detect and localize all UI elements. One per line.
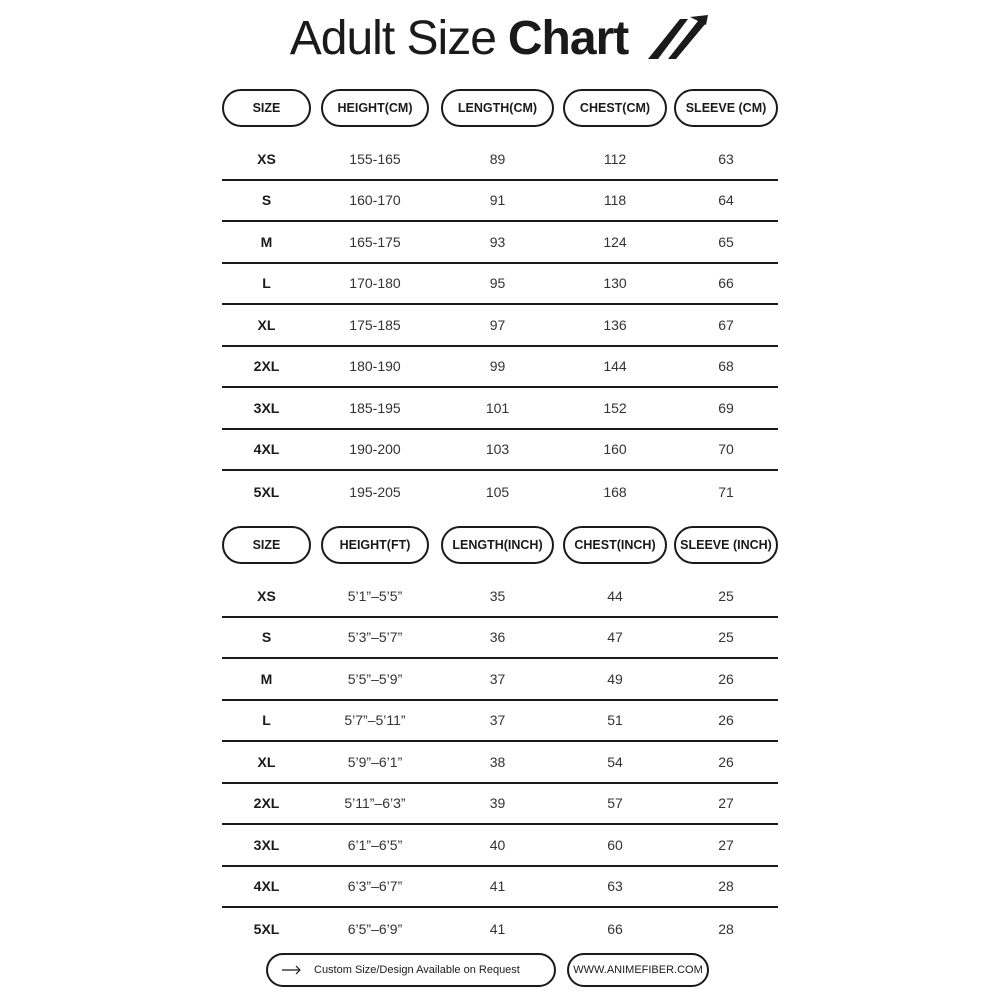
footer: [266, 953, 709, 987]
header-cell: [439, 526, 556, 564]
value-cell: 124: [603, 233, 627, 250]
value-cell: 5’3”–5’7”: [347, 629, 403, 646]
value-cell: 93: [489, 233, 506, 250]
value-cell: 5’5”–5’9”: [347, 670, 403, 687]
brand-slash-logo-icon: [646, 13, 710, 63]
column-header: SIZE: [222, 89, 311, 127]
value-cell: 67: [718, 316, 734, 333]
table-row: [222, 825, 778, 867]
header-cell: [222, 526, 311, 564]
value-cell: 39: [489, 795, 506, 812]
value-cell: 103: [485, 441, 510, 458]
table-row: [222, 742, 778, 784]
table-row: [222, 347, 778, 389]
value-cell: 25: [718, 629, 734, 646]
table-row: [222, 264, 778, 306]
value-cell: 64: [718, 192, 734, 209]
value-cell: 36: [489, 629, 506, 646]
value-cell: 27: [718, 836, 734, 853]
custom-request-badge: [266, 953, 556, 987]
title-text: [290, 11, 628, 66]
size-cell: XL: [257, 753, 276, 770]
value-cell: 57: [607, 795, 623, 812]
size-table-inch: [222, 526, 778, 950]
value-cell: 118: [603, 192, 627, 209]
column-header: SLEEVE (CM): [674, 89, 778, 127]
value-cell: 37: [489, 712, 506, 729]
table-row: [222, 305, 778, 347]
value-cell: 136: [603, 316, 627, 333]
value-cell: 155-165: [349, 150, 401, 167]
value-cell: 6’3”–6’7”: [347, 878, 403, 895]
value-cell: 71: [718, 483, 734, 500]
size-cell: M: [260, 233, 273, 250]
value-cell: 41: [489, 920, 506, 937]
size-cell: 3XL: [253, 399, 280, 416]
value-cell: 70: [718, 441, 734, 458]
size-cell: 2XL: [253, 795, 280, 812]
value-cell: 44: [607, 587, 623, 604]
title-light: Adult Size: [289, 11, 496, 65]
value-cell: 40: [489, 836, 506, 853]
value-cell: 101: [485, 399, 510, 416]
header-cell: [439, 89, 556, 127]
size-cell: XS: [257, 150, 276, 167]
chart-title: [0, 8, 1000, 68]
size-cell: L: [262, 712, 271, 729]
value-cell: 54: [607, 753, 623, 770]
value-cell: 112: [603, 150, 627, 167]
table-row: [222, 139, 778, 181]
header-cell: [674, 89, 778, 127]
value-cell: 185-195: [349, 399, 401, 416]
value-cell: 49: [607, 670, 623, 687]
size-cell: 3XL: [253, 836, 280, 853]
value-cell: 170-180: [349, 275, 401, 292]
size-cell: M: [260, 670, 273, 687]
table-row: [222, 576, 778, 618]
value-cell: 168: [603, 483, 627, 500]
value-cell: 95: [489, 275, 506, 292]
column-header: LENGTH(INCH): [441, 526, 554, 564]
size-cell: 5XL: [253, 920, 280, 937]
value-cell: 28: [718, 920, 734, 937]
value-cell: 51: [607, 712, 623, 729]
value-cell: 28: [718, 878, 734, 895]
column-header: SIZE: [222, 526, 311, 564]
column-header: HEIGHT(FT): [321, 526, 429, 564]
value-cell: 91: [489, 192, 506, 209]
table-row: [222, 659, 778, 701]
value-cell: 35: [489, 587, 506, 604]
column-header: CHEST(INCH): [563, 526, 667, 564]
table-row: [222, 181, 778, 223]
header-cell: [674, 526, 778, 564]
arrow-right-icon: [282, 965, 302, 975]
value-cell: 5’7”–5’11”: [344, 712, 406, 729]
table-row: [222, 701, 778, 743]
value-cell: 130: [603, 275, 627, 292]
website-badge: [567, 953, 709, 987]
value-cell: 63: [718, 150, 734, 167]
table-row: [222, 784, 778, 826]
value-cell: 160-170: [349, 192, 401, 209]
value-cell: 89: [489, 150, 506, 167]
table-row: [222, 471, 778, 513]
table-body: [222, 139, 778, 513]
header-cell: [222, 89, 311, 127]
value-cell: 26: [718, 712, 734, 729]
value-cell: 97: [489, 316, 506, 333]
header-cell: [556, 526, 674, 564]
column-header: SLEEVE (INCH): [674, 526, 778, 564]
table-row: [222, 222, 778, 264]
value-cell: 66: [607, 920, 623, 937]
value-cell: 144: [603, 358, 627, 375]
header-cell: [556, 89, 674, 127]
value-cell: 99: [489, 358, 506, 375]
table-header: [222, 526, 778, 564]
value-cell: 175-185: [349, 316, 401, 333]
value-cell: 60: [607, 836, 623, 853]
table-row: [222, 388, 778, 430]
size-cell: L: [262, 275, 271, 292]
header-cell: [311, 89, 439, 127]
size-cell: 2XL: [253, 358, 280, 375]
value-cell: 66: [718, 275, 734, 292]
value-cell: 41: [489, 878, 506, 895]
table-body: [222, 576, 778, 950]
size-table-cm: [222, 89, 778, 513]
value-cell: 6’5”–6’9”: [347, 920, 403, 937]
value-cell: 5’9”–6’1”: [347, 753, 403, 770]
value-cell: 47: [607, 629, 623, 646]
header-cell: [311, 526, 439, 564]
value-cell: 68: [718, 358, 734, 375]
column-header: LENGTH(CM): [441, 89, 554, 127]
value-cell: 5’1”–5’5”: [347, 587, 403, 604]
value-cell: 63: [607, 878, 623, 895]
value-cell: 190-200: [349, 441, 401, 458]
column-header: CHEST(CM): [563, 89, 667, 127]
size-cell: XL: [257, 316, 276, 333]
value-cell: 37: [489, 670, 506, 687]
title-bold: Chart: [507, 11, 629, 65]
value-cell: 38: [489, 753, 506, 770]
website-text: WWW.ANIMEFIBER.COM: [573, 964, 703, 976]
value-cell: 105: [485, 483, 510, 500]
size-cell: S: [261, 629, 272, 646]
table-row: [222, 867, 778, 909]
table-row: [222, 618, 778, 660]
value-cell: 27: [718, 795, 734, 812]
value-cell: 65: [718, 233, 734, 250]
size-cell: S: [261, 192, 272, 209]
table-header: [222, 89, 778, 127]
value-cell: 165-175: [349, 233, 401, 250]
custom-request-text: Custom Size/Design Available on Request: [314, 964, 520, 976]
value-cell: 160: [603, 441, 627, 458]
value-cell: 180-190: [349, 358, 401, 375]
size-cell: 4XL: [253, 441, 280, 458]
value-cell: 26: [718, 753, 734, 770]
table-row: [222, 430, 778, 472]
value-cell: 25: [718, 587, 734, 604]
column-header: HEIGHT(CM): [321, 89, 429, 127]
value-cell: 5’11”–6’3”: [344, 795, 406, 812]
value-cell: 26: [718, 670, 734, 687]
size-cell: 4XL: [253, 878, 280, 895]
value-cell: 152: [603, 399, 627, 416]
value-cell: 6’1”–6’5”: [347, 836, 403, 853]
size-cell: 5XL: [253, 483, 280, 500]
value-cell: 69: [718, 399, 734, 416]
value-cell: 195-205: [349, 483, 401, 500]
size-cell: XS: [257, 587, 276, 604]
table-row: [222, 908, 778, 950]
